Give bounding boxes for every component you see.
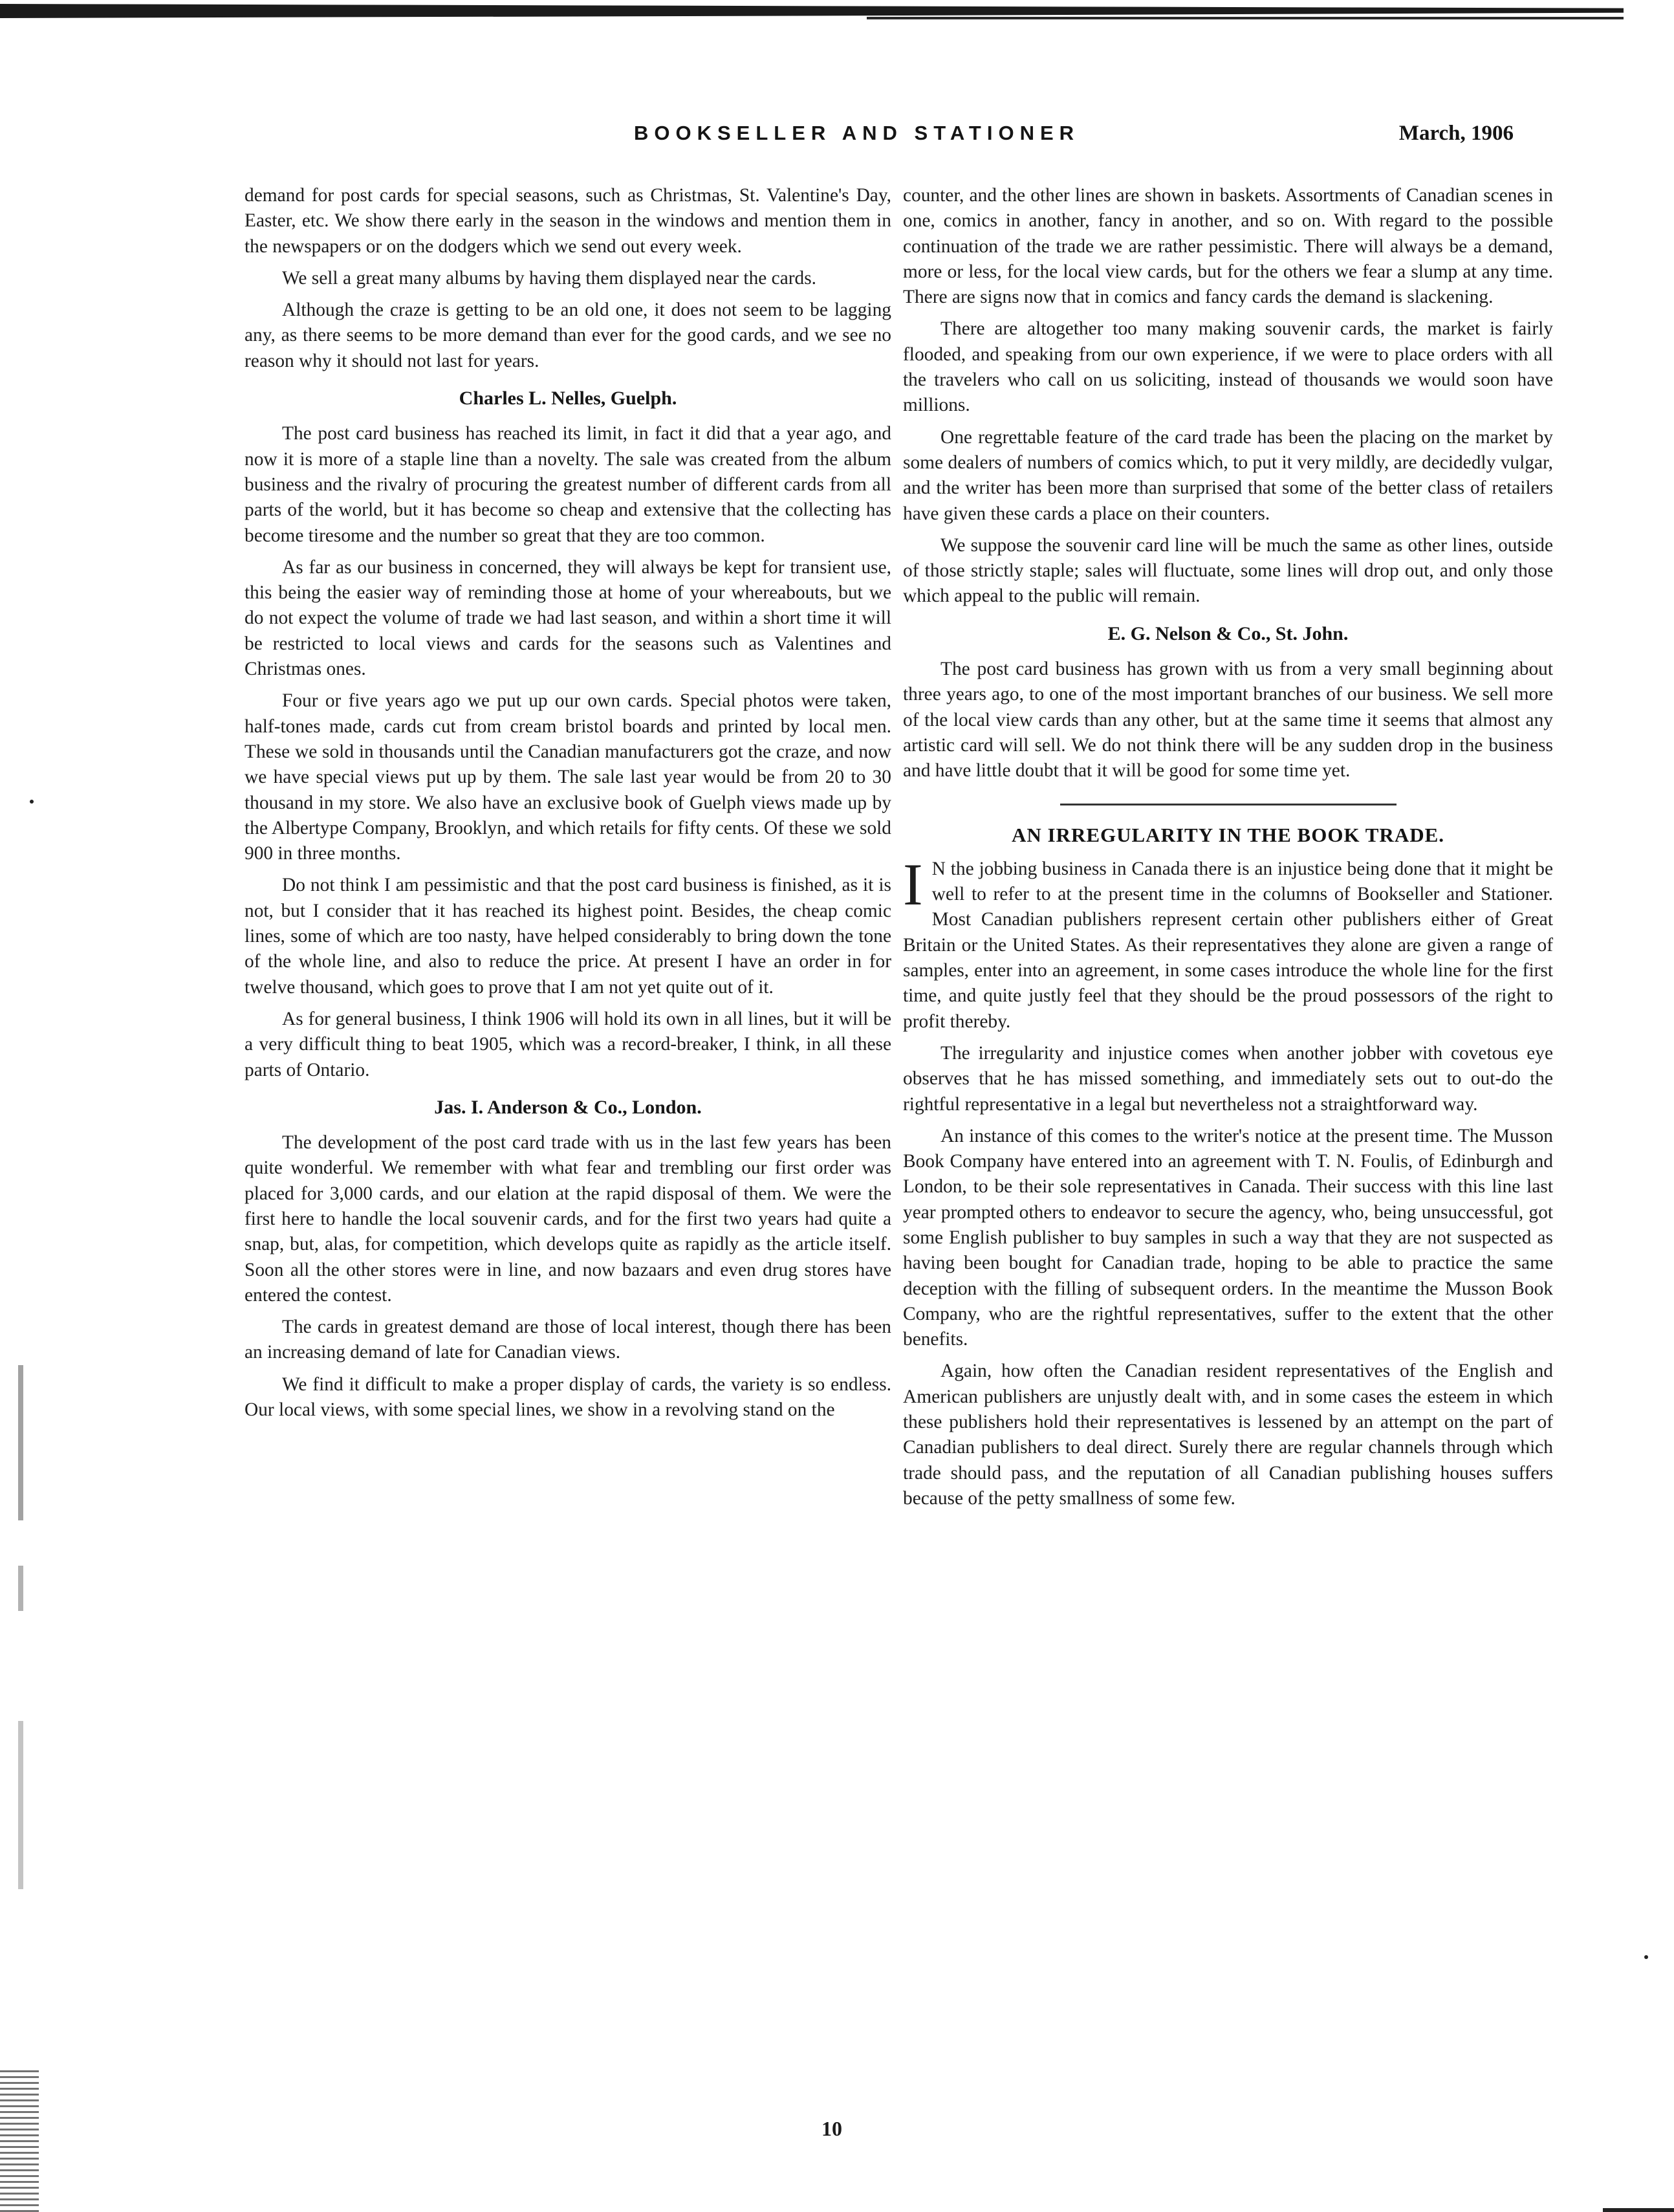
scan-speck xyxy=(30,800,34,804)
paragraph: demand for post cards for special seasons, such as Christmas, St. Valentine's Day, Easter, etc. We show there early in the season in the windows and mention them in the newspapers or on the dodgers which we send out every week. xyxy=(245,185,891,257)
top-border-thin-rule xyxy=(867,17,1624,19)
paragraph: The irregularity and injustice comes when another jobber with covetous eye observes that he has missed something, and immediately sets out to out-do the rightful representative in a legal but nevertheless not a straightforward way. xyxy=(903,1042,1553,1115)
scan-corner-mark xyxy=(0,2070,39,2212)
lead-paragraph xyxy=(903,851,1553,1035)
byline: Jas. I. Anderson & Co., London. xyxy=(434,1096,702,1118)
article-divider xyxy=(1060,804,1397,805)
paragraph: Four or five years ago we put up our own cards. Special photos were taken, half-tones made, cards cut from cream bristol boards and printed by local men. These we sold in thousands until the Canadian manufacturers got the craze, and now we have special views put up by them. The sale last year would be from 20 to 30 thousand in my store. We also have an exclusive book of Guelph views made up by the Albertype Company, Brooklyn, and which retails for fifty cents. Of these we sold 900 in three months. xyxy=(245,690,891,864)
paragraph: There are altogether too many making souvenir cards, the market is fairly flooded, and speaking from our own experience, if we were to place orders with all the travelers who call on us soliciting, instead of thousands we would soon have millions. xyxy=(903,318,1553,416)
right-column xyxy=(903,183,1553,1518)
paragraph: The post card business has reached its limit, in fact it did that a year ago, and now it is more of a staple line than a novelty. The sale was created from the album business and the rivalry of procuring the greatest number of different cards from all parts of the world, but it has become so cheap and extensive that the collecting has become tiresome and the number so great that they are too common. xyxy=(245,423,891,546)
issue-date: March, 1906 xyxy=(1398,122,1514,145)
top-border-rule xyxy=(0,4,1624,18)
scan-margin-mark xyxy=(18,1566,23,1611)
paragraph: Although the craze is getting to be an old one, it does not seem to be lagging any, as there seems to be more demand than ever for the good cards, and we see no reason why it should not last for years. xyxy=(245,300,891,371)
paragraph: Do not think I am pessimistic and that the post card business is finished, as it is not, but I consider that it has reached its highest point. Besides, the cheap comic lines, some of which are too nasty, have helped considerably to bring down the tone of the whole line, and also to reduce the price. At present I have an order in for twelve thousand, which goes to prove that I am not yet quite out of it. xyxy=(245,875,891,998)
page-number: 10 xyxy=(821,2117,842,2140)
paragraph: As far as our business in concerned, they will always be kept for transient use, this being the easier way of reminding those at home of your whereabouts, but we do not expect the volume of trade we had last season, and within a short time it will be restricted to local views and cards for the seasons such as Valentines and Christmas ones. xyxy=(245,556,891,680)
article-title: AN IRREGULARITY IN THE BOOK TRADE. xyxy=(1011,823,1445,846)
drop-cap: I xyxy=(903,851,923,917)
paragraph: The development of the post card trade with us in the last few years has been quite wonderful. We remember with what fear and trembling our first order was placed for 3,000 cards, and our elation at the rapid disposal of them. We were the first here to handle the local souvenir cards, and for the first two years had quite a snap, but, alas, for competition, which develops quite as rapidly as the article itself. Soon all the other stores were in line, and now bazaars and even drug stores have entered the contest. xyxy=(245,1132,891,1306)
lead-paragraph-text: N the jobbing business in Canada there is an injustice being done that it might be well to refer to at the present time in the columns of Bookseller and Stationer. Most Canadian publishers represent certain other publishers either of Great Britain or the United States. As their representatives they alone are given a range of samples, enter into an agreement, in some cases introduce the whole line for the first time, and quite justly feel that they should be the proud possessors of the right to profit thereby. xyxy=(903,858,1553,1032)
scan-margin-mark xyxy=(18,1365,23,1520)
scan-margin-mark xyxy=(18,1721,23,1889)
paragraph: We find it difficult to make a proper display of cards, the variety is so endless. Our local views, with some special lines, we show in a revolving stand on the xyxy=(245,1374,891,1421)
byline: E. G. Nelson & Co., St. John. xyxy=(1107,622,1349,644)
scan-speck xyxy=(1644,1955,1648,1959)
page-header xyxy=(233,122,1514,155)
paragraph: As for general business, I think 1906 will hold its own in all lines, but it will be a very difficult thing to beat 1905, which was a record-breaker, I think, in all these parts of Ontario. xyxy=(245,1008,891,1080)
paragraph: The cards in greatest demand are those of local interest, though there has been an increasing demand of late for Canadian views. xyxy=(245,1317,891,1363)
left-column xyxy=(245,183,891,1429)
paragraph: One regrettable feature of the card trade has been the placing on the market by some dealers of numbers of comics which, to put it very mildly, are decidedly vulgar, and the writer has been more than surprised that some of the better class of retailers have given these cards a place on their counters. xyxy=(903,426,1553,524)
running-head: BOOKSELLER AND STATIONER xyxy=(634,122,1080,144)
paragraph: We sell a great many albums by having them displayed near the cards. xyxy=(282,267,817,289)
paragraph: The post card business has grown with us from a very small beginning about three years ago, to one of the most important branches of our business. We sell more of the local view cards than any other, but at the same time it seems that almost any artistic card will sell. We do not think there will be any sudden drop in the business and have little doubt that it will be good for some time yet. xyxy=(903,659,1553,782)
byline: Charles L. Nelles, Guelph. xyxy=(459,388,677,410)
paragraph: We suppose the souvenir card line will be much the same as other lines, outside of those strictly staple; sales will fluctuate, some lines will drop out, and only those which appeal to the public will remain. xyxy=(903,534,1553,607)
paragraph: Again, how often the Canadian resident representatives of the English and American publishers are unjustly dealt with, and in some cases the esteem in which these publishers hold their representatives is lessened by an attempt on the part of Canadian publishers to deal direct. Surely there are regular channels through which trade should pass, and the reputation of all Canadian publishing houses suffers because of the petty smallness of some few. xyxy=(903,1361,1553,1509)
paragraph: counter, and the other lines are shown in baskets. Assortments of Canadian scenes in one, comics in another, fancy in another, and so on. With regard to the possible continuation of the trade we are rather pessimistic. There will always be a demand, more or less, for the local view cards, but for the others we fear a slump at any time. There are signs now that in comics and fancy cards the demand is slackening. xyxy=(903,185,1553,308)
bottom-edge-rule xyxy=(1603,2208,1674,2212)
paragraph: An instance of this comes to the writer's notice at the present time. The Musson Book Company have entered into an agreement with T. N. Foulis, of Edinburgh and London, to be their sole representatives in Canada. Their success with this line last year prompted others to endeavor to secure the agency, who, being unsuccessful, got some English publisher to buy samples in such a way that they are not suspected as having been bought for Canadian trade, hoping to be able to practice the same deception with the filling of subsequent orders. In the meantime the Musson Book Company, who are the rightful representatives, suffer to the extent that the other benefits. xyxy=(903,1125,1553,1350)
